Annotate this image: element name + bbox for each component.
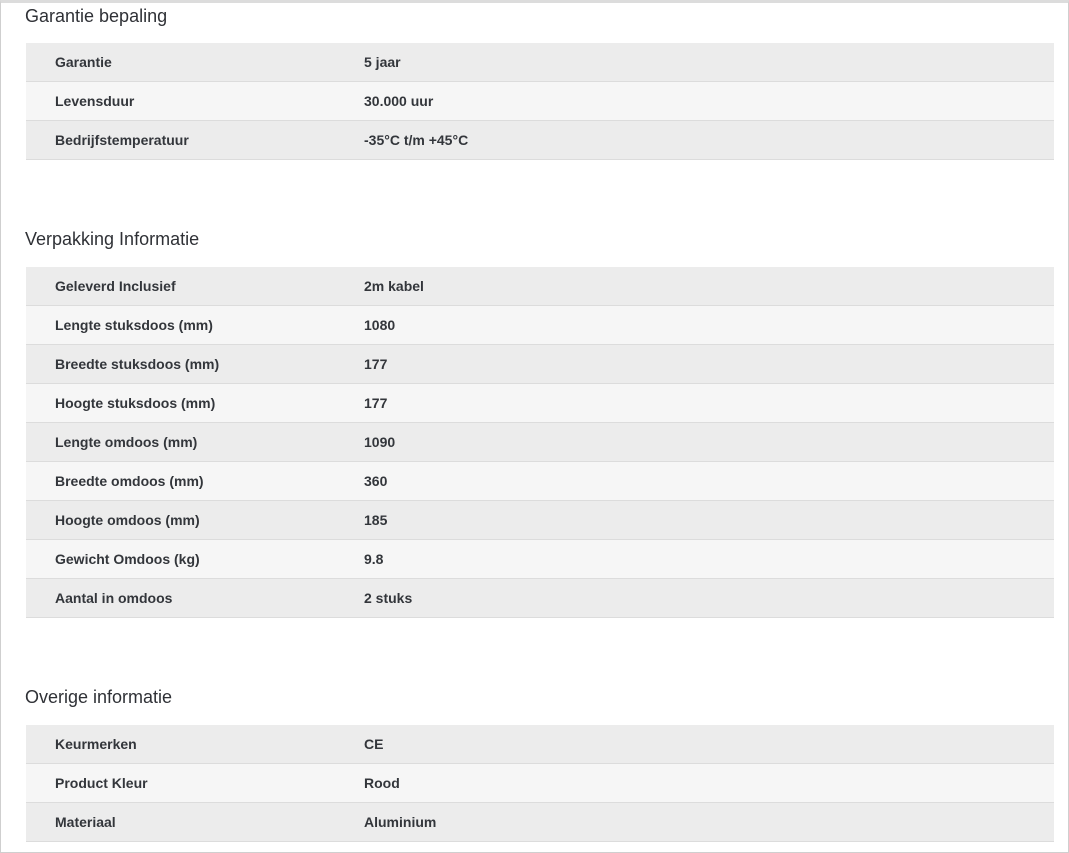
spec-value: -35°C t/m +45°C [364,132,469,148]
section-title-garantie: Garantie bepaling [25,6,168,26]
spec-label: Materiaal [55,814,116,830]
spec-value: CE [364,736,384,752]
table-row [26,803,1054,842]
spec-label: Geleverd Inclusief [55,278,176,294]
table-row [26,579,1054,618]
spec-label: Garantie [55,54,112,70]
spec-value: 2m kabel [364,278,424,294]
spec-label: Aantal in omdoos [55,590,173,606]
spec-value: 1090 [364,434,396,450]
spec-label: Lengte stuksdoos (mm) [55,317,213,333]
spec-value: 360 [364,473,388,489]
spec-value: 30.000 uur [364,93,434,109]
spec-label: Bedrijfstemperatuur [55,132,189,148]
table-row [26,725,1054,764]
spec-table-verpakking [26,267,1054,618]
spec-value: Rood [364,775,400,791]
spec-value: 177 [364,356,388,372]
table-row [26,267,1054,306]
table-row [26,501,1054,540]
spec-label: Breedte omdoos (mm) [55,473,204,489]
spec-label: Lengte omdoos (mm) [55,434,198,450]
spec-label: Levensduur [55,93,135,109]
table-row [26,384,1054,423]
spec-value: 1080 [364,317,396,333]
spec-label: Product Kleur [55,775,148,791]
spec-table-garantie [26,43,1054,160]
table-row [26,764,1054,803]
table-row [26,43,1054,82]
spec-label: Keurmerken [55,736,137,752]
spec-value: Aluminium [364,814,437,830]
spec-value: 2 stuks [364,590,413,606]
section-title-overige: Overige informatie [25,687,173,707]
spec-label: Breedte stuksdoos (mm) [55,356,220,372]
spec-label: Gewicht Omdoos (kg) [55,551,200,567]
table-row [26,121,1054,160]
table-row [26,345,1054,384]
spec-label: Hoogte omdoos (mm) [55,512,200,528]
table-row [26,423,1054,462]
spec-label: Hoogte stuksdoos (mm) [55,395,216,411]
table-row [26,462,1054,501]
spec-value: 5 jaar [364,54,401,70]
table-row [26,540,1054,579]
table-row [26,306,1054,345]
table-row [26,82,1054,121]
spec-value: 177 [364,395,388,411]
spec-value: 9.8 [364,551,384,567]
section-title-verpakking: Verpakking Informatie [25,229,200,249]
spec-table-overige [26,725,1054,842]
spec-value: 185 [364,512,388,528]
